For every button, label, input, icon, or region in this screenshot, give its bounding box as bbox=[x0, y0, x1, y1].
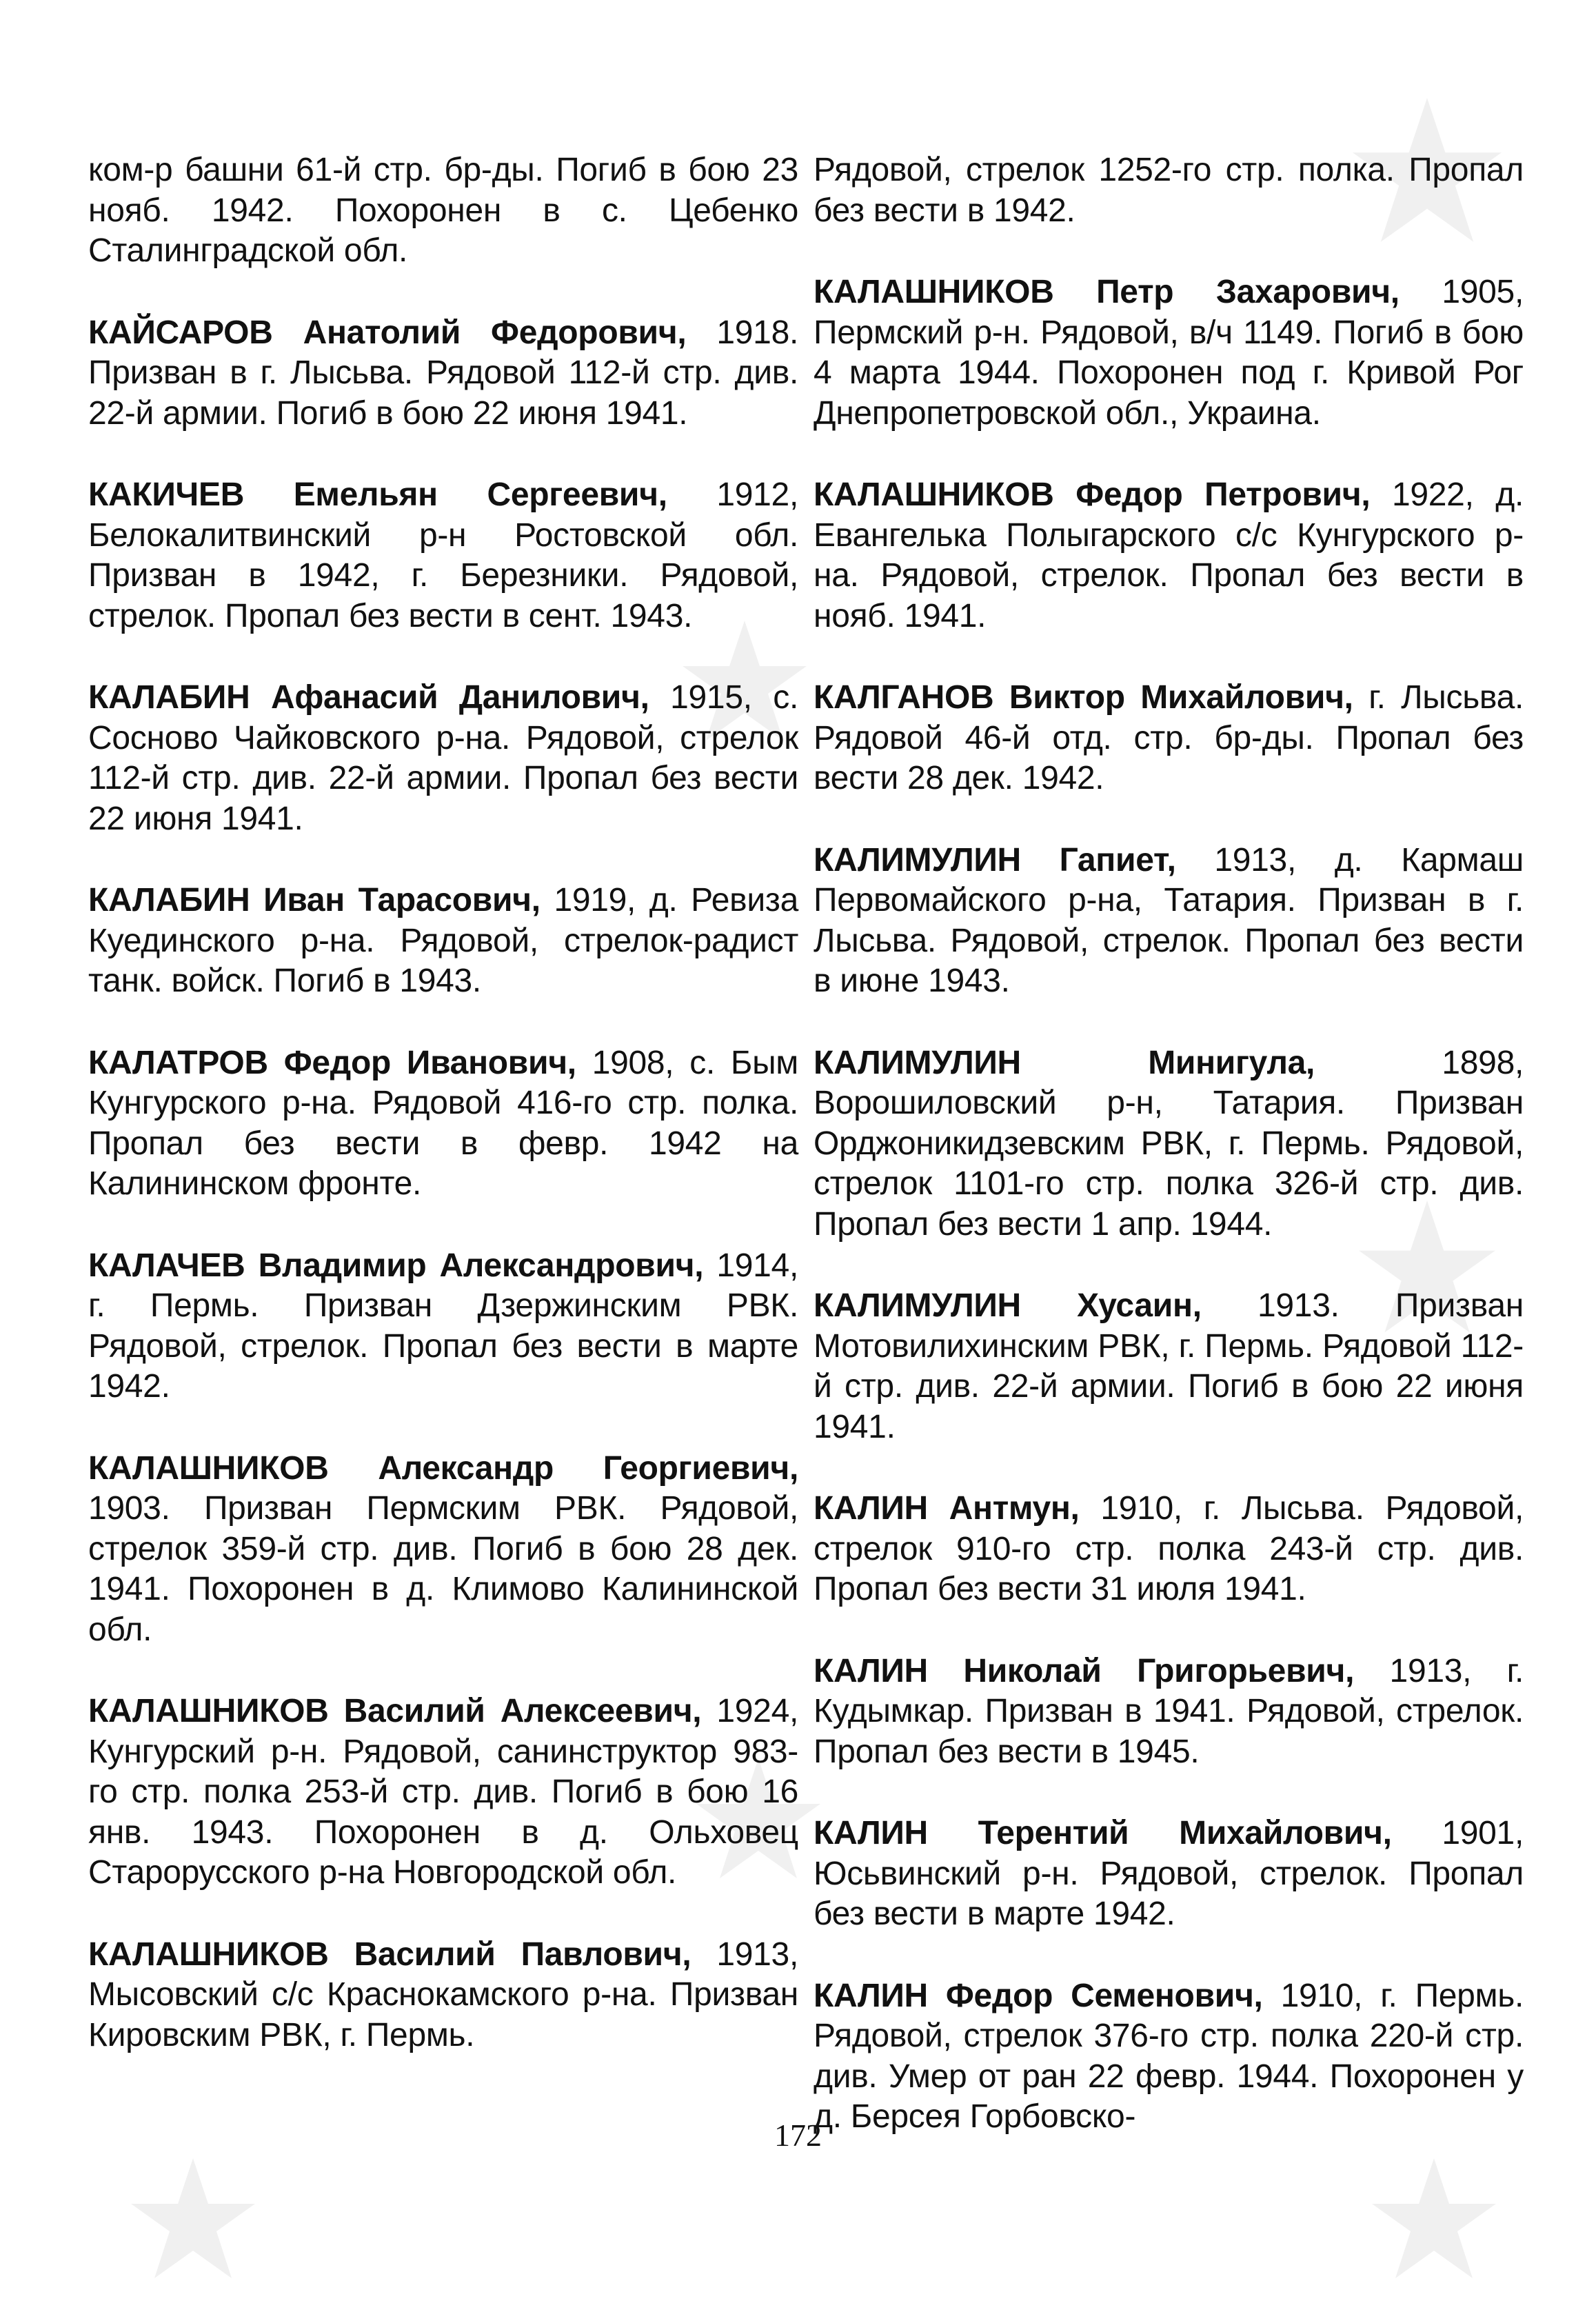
entry bbox=[88, 678, 798, 839]
entry bbox=[88, 1246, 798, 1407]
watermark-star-icon bbox=[124, 2151, 262, 2289]
entry-name: КАЛАШНИКОВ Александр Георгиевич, bbox=[88, 1449, 798, 1487]
entry-text: 1914, г. Пермь. Призван Дзержинским РВК. Рядовой, стрелок. Пропал без вести в марте 1942. bbox=[88, 1247, 798, 1405]
entry bbox=[814, 1043, 1524, 1245]
entry-text: 1922, д. Евангелька Полыгарского с/с Кунгурского р-на. Рядовой, стрелок. Пропал без вести в нояб. 1941. bbox=[814, 476, 1524, 634]
entry bbox=[814, 1651, 1524, 1773]
entry-name: КАЛАШНИКОВ Федор Петрович, bbox=[814, 476, 1371, 513]
entry-text: 1913, д. Кармаш Первомайского р-на, Татария. Призван в г. Лысьва. Рядовой, стрелок. Пропал без вести в июне 1943. bbox=[814, 841, 1524, 999]
entry-text: 1918. Призван в г. Лысьва. Рядовой 112-й стр. див. 22-й армии. Погиб в бою 22 июня 1941. bbox=[88, 314, 799, 432]
entry-text: 1915, с. Сосново Чайковского р-на. Рядовой, стрелок 112-й стр. див. 22-й армии. Пропал без вести 22 июня 1941. bbox=[88, 679, 798, 837]
entry bbox=[814, 475, 1524, 636]
entry bbox=[814, 841, 1524, 1002]
entry-text: Рядовой, стрелок 1252-го стр. полка. Пропал без вести в 1942. bbox=[814, 152, 1524, 229]
entry-text: 1912, Белокалитвинский р-н Ростовской обл. Призван в 1942, г. Березники. Рядовой, стрелок. Пропал без вести в сент. 1943. bbox=[88, 476, 798, 634]
entry bbox=[814, 272, 1524, 434]
entry-name: КАЛАШНИКОВ Василий Павлович, bbox=[88, 1936, 691, 1973]
entry-name: КАЛИН Федор Семенович, bbox=[814, 1977, 1263, 2014]
entry-name: КАКИЧЕВ Емельян Сергеевич, bbox=[88, 476, 667, 513]
entry-text: 1913, Мысовский с/с Краснокамского р-на. Призван Кировским РВК, г. Пермь. bbox=[88, 1936, 798, 2053]
entry-name: КАЙСАРОВ Анатолий Федорович, bbox=[88, 314, 687, 351]
entry bbox=[88, 1449, 798, 1651]
entry bbox=[814, 1976, 1524, 2138]
entry-text: 1910, г. Пермь. Рядовой, стрелок 376-го стр. полка 220-й стр. див. Умер от ран 22 февр. 1944. Похоронен у д. Берсея Горбовско- bbox=[814, 1977, 1524, 2135]
entry-name: КАЛАБИН Иван Тарасович, bbox=[88, 882, 541, 918]
entry-name: КАЛАЧЕВ Владимир Александрович, bbox=[88, 1247, 704, 1284]
page-number: 172 bbox=[774, 2118, 822, 2153]
entry-text: 1919, д. Ревиза Куединского р-на. Рядовой, стрелок-радист танк. войск. Погиб в 1943. bbox=[88, 882, 798, 999]
entry bbox=[814, 1489, 1524, 1610]
entry bbox=[88, 1935, 798, 2056]
entry-name: КАЛИМУЛИН Гапиет, bbox=[814, 841, 1176, 878]
entry-name: КАЛИН Николай Григорьевич, bbox=[814, 1652, 1355, 1689]
entry-name: КАЛАШНИКОВ Василий Алексеевич, bbox=[88, 1693, 702, 1729]
entry-continuation bbox=[88, 150, 798, 272]
entry bbox=[88, 881, 798, 1002]
entry bbox=[88, 1043, 798, 1205]
text-column-right bbox=[814, 150, 1524, 2179]
entry-name: КАЛАТРОВ Федор Иванович, bbox=[88, 1044, 576, 1081]
entry-name: КАЛИМУЛИН Хусаин, bbox=[814, 1287, 1202, 1324]
entry-text: ком-р башни 61-й стр. бр-ды. Погиб в бою 23 нояб. 1942. Похоронен в с. Цебенко Сталинградской обл. bbox=[88, 152, 798, 269]
entry-text: 1913, г. Кудымкар. Призван в 1941. Рядовой, стрелок. Пропал без вести в 1945. bbox=[814, 1652, 1524, 1770]
entry-text: 1901, Юсьвинский р-н. Рядовой, стрелок. Пропал без вести в марте 1942. bbox=[814, 1815, 1524, 1932]
entry-continuation bbox=[814, 150, 1524, 231]
entry bbox=[814, 1286, 1524, 1447]
entry bbox=[88, 313, 798, 434]
entry-name: КАЛАБИН Афанасий Данилович, bbox=[88, 679, 649, 716]
entry-text: 1903. Призван Пермским РВК. Рядовой, стрелок 359-й стр. див. Погиб в бою 28 дек. 1941. Похоронен в д. Климово Калининской обл. bbox=[88, 1490, 798, 1648]
entry bbox=[88, 475, 798, 636]
entry-name: КАЛИН Антмун, bbox=[814, 1490, 1080, 1527]
entry bbox=[814, 1813, 1524, 1935]
entry bbox=[814, 678, 1524, 799]
entry-text: 1924, Кунгурский р-н. Рядовой, санинструктор 983-го стр. полка 253-й стр. див. Погиб в бою 16 янв. 1943. Похоронен в д. Ольховец Старорусского р-на Новгородской обл. bbox=[88, 1693, 798, 1891]
entry-name: КАЛИМУЛИН Минигула, bbox=[814, 1044, 1315, 1081]
entry-name: КАЛГАНОВ Виктор Михайлович, bbox=[814, 679, 1353, 716]
entry-text: 1898, Ворошиловский р-н, Татария. Призван Орджоникидзевским РВК, г. Пермь. Рядовой, стрелок 1101-го стр. полка 326-й стр. див. Пропал без вести 1 апр. 1944. bbox=[814, 1044, 1524, 1243]
entry-text: г. Лысьва. Рядовой 46-й отд. стр. бр-ды. Пропал без вести 28 дек. 1942. bbox=[814, 679, 1524, 796]
entry bbox=[88, 1691, 798, 1893]
entry-text: 1905, Пермский р-н. Рядовой, в/ч 1149. Погиб в бою 4 марта 1944. Похоронен под г. Кривой Рог Днепропетровской обл., Украина. bbox=[814, 274, 1524, 432]
text-column-left bbox=[88, 150, 798, 2097]
entry-name: КАЛИН Терентий Михайлович, bbox=[814, 1815, 1392, 1851]
entry-name: КАЛАШНИКОВ Петр Захарович, bbox=[814, 274, 1400, 310]
entry-text: 1908, с. Бым Кунгурского р-на. Рядовой 416-го стр. полка. Пропал без вести в февр. 1942 на Калининском фронте. bbox=[88, 1044, 798, 1202]
entry-text: 1913. Призван Мотовилихинским РВК, г. Пермь. Рядовой 112-й стр. див. 22-й армии. Погиб в бою 22 июня 1941. bbox=[814, 1287, 1524, 1445]
entry-text: 1910, г. Лысьва. Рядовой, стрелок 910-го стр. полка 243-й стр. див. Пропал без вести 31 июля 1941. bbox=[814, 1490, 1524, 1607]
